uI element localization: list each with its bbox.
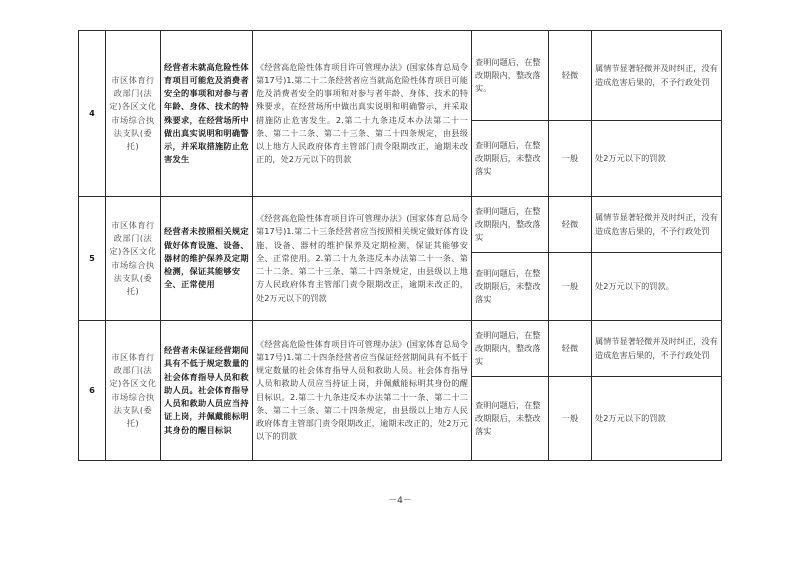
severity-level: 一般 <box>549 121 592 197</box>
row-number: 6 <box>79 321 106 461</box>
table-row <box>79 197 722 253</box>
severity-level: 轻微 <box>549 197 592 253</box>
legal-basis: 《经营高危险性体育项目许可管理办法》(国家体育总局令第17号)1.第二十三条经营者应当按照相关规定做好体育设施、设备、器材的维护保养及定期检测，保证其能够安全、正常使用。2.第二十九条违反本办法第二十一条、第二十二条、第二十三条、第二十四条规定，由县级以上地方人民政府体育主管部门责令限期改正，逾期未改正的，处2万元以下的罚款 <box>253 197 472 321</box>
circumstance: 查明问题后，在整改期限后，未整改落实 <box>472 253 549 321</box>
legal-basis: 《经营高危险性体育项目许可管理办法》(国家体育总局令第17号)1.第二十二条经营者应当就高危险性体育项目可能危及消费者安全的事项和对参与者年龄、身体、技术的特殊要求，在经营场所中做出真实说明和明确警示，并采取措施防止危害发生。2.第二十九条违反本办法第二十一条、第二十二条、第二十三条、第二十四条规定，由县级以上地方人民政府体育主管部门责令限期改正，逾期未改正的，处2万元以下的罚款 <box>253 31 472 197</box>
row-number: 5 <box>79 197 106 321</box>
table-row <box>79 321 722 377</box>
circumstance: 查明问题后，在整改期限内，整改落实。 <box>472 31 549 121</box>
severity-level: 轻微 <box>549 31 592 121</box>
severity-level: 一般 <box>549 377 592 461</box>
table-row <box>79 31 722 121</box>
circumstance: 查明问题后，在整改期限后，未整改落实 <box>472 377 549 461</box>
enforcement-agency: 市区体育行政部门(法定)各区文化市场综合执法支队(委托) <box>106 321 161 461</box>
penalty-standard: 处2万元以下的罚款 <box>592 121 722 197</box>
violation-behavior: 经营者未保证经营期间具有不低于规定数量的社会体育指导人员和救助人员。社会体育指导人员和救助人员应当持证上岗，并佩戴能标明其身份的醒目标识 <box>161 321 253 461</box>
penalty-standard: 属情节显著轻微并及时纠正，没有造成危害后果的，不予行政处罚 <box>592 321 722 377</box>
penalty-standard: 属情节显著轻微并及时纠正，没有造成危害后果的，不予行政处罚 <box>592 197 722 253</box>
circumstance: 查明问题后，在整改期限内，整改落实 <box>472 321 549 377</box>
penalty-standard: 处2万元以下的罚款。 <box>592 253 722 321</box>
severity-level: 轻微 <box>549 321 592 377</box>
enforcement-agency: 市区体育行政部门(法定)各区文化市场综合执法支队(委托) <box>106 31 161 197</box>
circumstance: 查明问题后，在整改期限后，未整改落实 <box>472 121 549 197</box>
enforcement-agency: 市区体育行政部门(法定)各区文化市场综合执法支队(委托) <box>106 197 161 321</box>
page-number: －4－ <box>388 496 412 506</box>
row-number: 4 <box>79 31 106 197</box>
circumstance: 查明问题后，在整改期限内，整改落实 <box>472 197 549 253</box>
violation-behavior: 经营者未按照相关规定做好体育设施、设备、器材的维护保养及定期检测，保证其能够安全、正常使用 <box>161 197 253 321</box>
severity-level: 一般 <box>549 253 592 321</box>
violation-behavior: 经营者未就高危险性体育项目可能危及消费者安全的事项和对参与者年龄、身体、技术的特殊要求，在经营场所中做出真实说明和明确警示，并采取措施防止危害发生 <box>161 31 253 197</box>
penalty-standard: 处2万元以下的罚款 <box>592 377 722 461</box>
penalty-standard: 属情节显著轻微并及时纠正，没有造成危害后果的，不予行政处罚 <box>592 31 722 121</box>
penalty-standard-table <box>78 30 722 461</box>
legal-basis: 《经营高危险性体育项目许可管理办法》(国家体育总局令第17号)1.第二十四条经营者应当保证经营期间具有不低于规定数量的社会体育指导人员和救助人员。社会体育指导人员和救助人员应当持证上岗，并佩戴能标明其身份的醒目标识。2.第二十九条违反本办法第二十一条、第二十二条、第二十三条、第二十四条规定，由县级以上地方人民政府体育主管部门责令限期改正，逾期未改正的，处2万元以下的罚款 <box>253 321 472 461</box>
